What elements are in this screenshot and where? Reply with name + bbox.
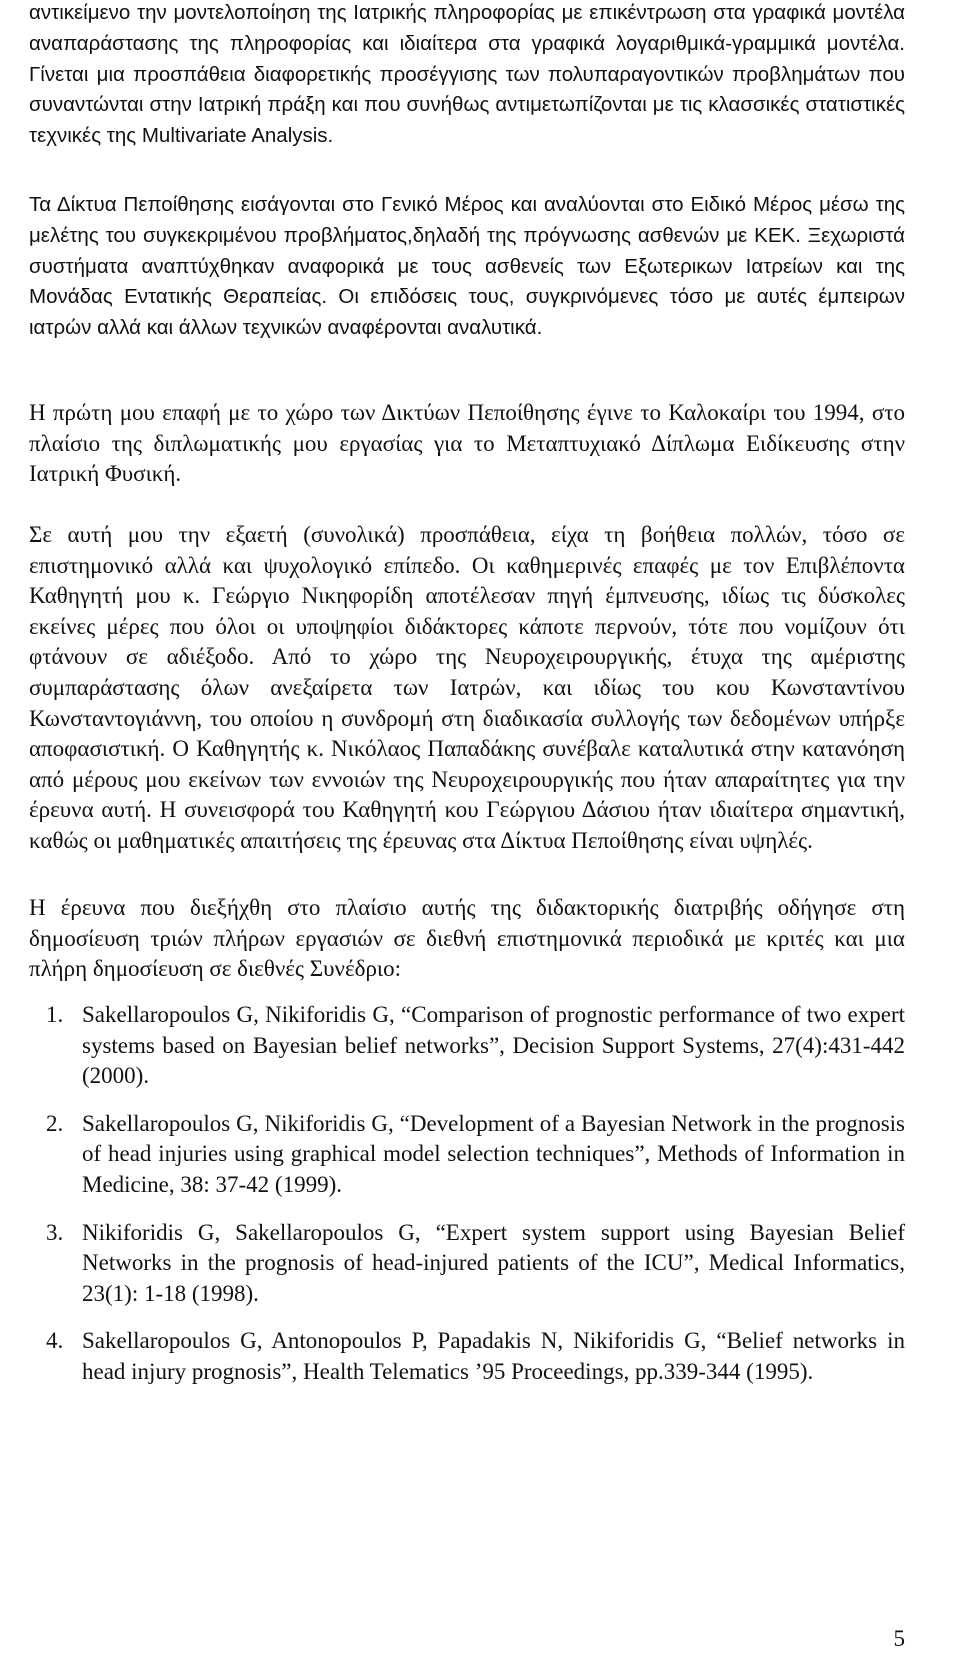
reference-item — [29, 1109, 905, 1201]
reference-text: Sakellaropoulos G, Nikiforidis G, “Development of a Bayesian Network in the prognosis of head injuries using graphical model selection techniques”, Methods of Information in Medicine, 38: 37-42 (1999). — [82, 1110, 905, 1197]
reference-number: 4. — [46, 1328, 64, 1354]
paragraph-belief-networks: Τα Δίκτυα Πεποίθησης εισάγονται στο Γενικό Μέρος και αναλύονται στο Ειδικό Μέρος μέσω της μελέτης του συγκεκριμένου προβλήματος,δηλαδή της πρόγνωσης ασθενών με ΚΕΚ. Ξεχωριστά συστήματα αναπτύχθηκαν αναφορικά με τους ασθενείς των Εξωτερικων Ιατρείων και της Μονάδας Εντατικής Θεραπείας. Οι επιδόσεις τους, συγκρινόμενες τόσο με αυτές έμπειρων ιατρών αλλά και άλλων τεχνικών αναφέρονται αναλυτικά. — [29, 193, 905, 340]
reference-item — [29, 1000, 905, 1092]
reference-item — [29, 1218, 905, 1310]
paragraph-first-contact: Η πρώτη μου επαφή με το χώρο των Δικτύων Πεποίθησης έγινε το Καλοκαίρι του 1994, στο πλαίσιο της διπλωματικής μου εργασίας για το Μεταπτυχιακό Δίπλωμα Ειδίκευσης στην Ιατρική Φυσική. — [29, 400, 905, 487]
reference-list — [29, 1000, 905, 1405]
paragraph-publications-intro: Η έρευνα που διεξήχθη στο πλαίσιο αυτής της διδακτορικής διατριβής οδήγησε στη δημοσίευση τριών πλήρων εργασιών σε διεθνή επιστημονικά περιοδικά με κριτές και μια πλήρη δημοσίευση σε διεθνές Συνέδριο: — [29, 895, 905, 982]
reference-number: 1. — [46, 1002, 64, 1027]
reference-item — [29, 1326, 905, 1387]
page-number: 5 — [893, 1626, 905, 1651]
reference-number: 2. — [46, 1110, 64, 1136]
reference-text: Sakellaropoulos G, Antonopoulos P, Papadakis N, Nikiforidis G, “Belief networks in head injury prognosis”, Health Telematics ’95 Proceedings, pp.339-344 (1995). — [82, 1328, 905, 1384]
reference-text: Sakellaropoulos G, Nikiforidis G, “Comparison of prognostic performance of two expert systems based on Bayesian belief networks”, Decision Support Systems, 27(4):431-442 (2000). — [82, 1002, 905, 1089]
paragraph-modeling-intro: αντικείμενο την μοντελοποίηση της Ιατρικής πληροφορίας με επικέντρωση στα γραφικά μοντέλα αναπαράστασης της πληροφορίας και ιδιαίτερα στα γραφικά λογαριθμικά-γραμμικά μοντέλα. Γίνεται μια προσπάθεια διαφορετικής προσέγγισης των πολυπαραγοντικών προβλημάτων που συναντώνται στην Ιατρική πράξη και που συνήθως αντιμετωπίζονται με τις κλασσικές στατιστικές τεχνικές της Multivariate Analysis. — [29, 1, 905, 148]
reference-text: Nikiforidis G, Sakellaropoulos G, “Expert system support using Bayesian Belief Networks in the prognosis of head-injured patients of the ICU”, Medical Informatics, 23(1): 1-18 (1998). — [82, 1219, 905, 1306]
paragraph-acknowledgements: Σε αυτή μου την εξαετή (συνολικά) προσπάθεια, είχα τη βοήθεια πολλών, τόσο σε επιστημονικό αλλά και ψυχολογικό επίπεδο. Οι καθημερινές επαφές με τον Επιβλέποντα Καθηγητή μου κ. Γεώργιο Νικηφορίδη αποτέλεσαν πηγή έμπνευσης, ιδίως τις δύσκολες εκείνες μέρες που όλοι οι υποψηφίοι διδάκτορες κάποτε περνούν, τότε που νομίζουν ότι φτάνουν σε αδιέξοδο. Από το χώρο της Νευροχειρουργικής, έτυχα της αμέριστης συμπαράστασης όλων ανεξαίρετα των Ιατρών, και ιδίως του κου Κωνσταντίνου Κωνσταντογιάννη, του οποίου η συνδρομή στη διαδικασία συλλογής των δεδομένων υπήρξε αποφασιστική. Ο Καθηγητής κ. Νικόλαος Παπαδάκης συνέβαλε καταλυτικά στην κατανόηση από μέρους μου εκείνων των εννοιών της Νευροχειρουργικής που ήταν απαραίτητες για την έρευνα αυτή. Η συνεισφορά του Καθηγητή κου Γεώργιου Δάσιου ήταν ιδιαίτερα σημαντική, καθώς οι μαθηματικές απαιτήσεις της έρευνας στα Δίκτυα Πεποίθησης είναι υψηλές. — [29, 522, 905, 853]
reference-number: 3. — [46, 1219, 64, 1245]
